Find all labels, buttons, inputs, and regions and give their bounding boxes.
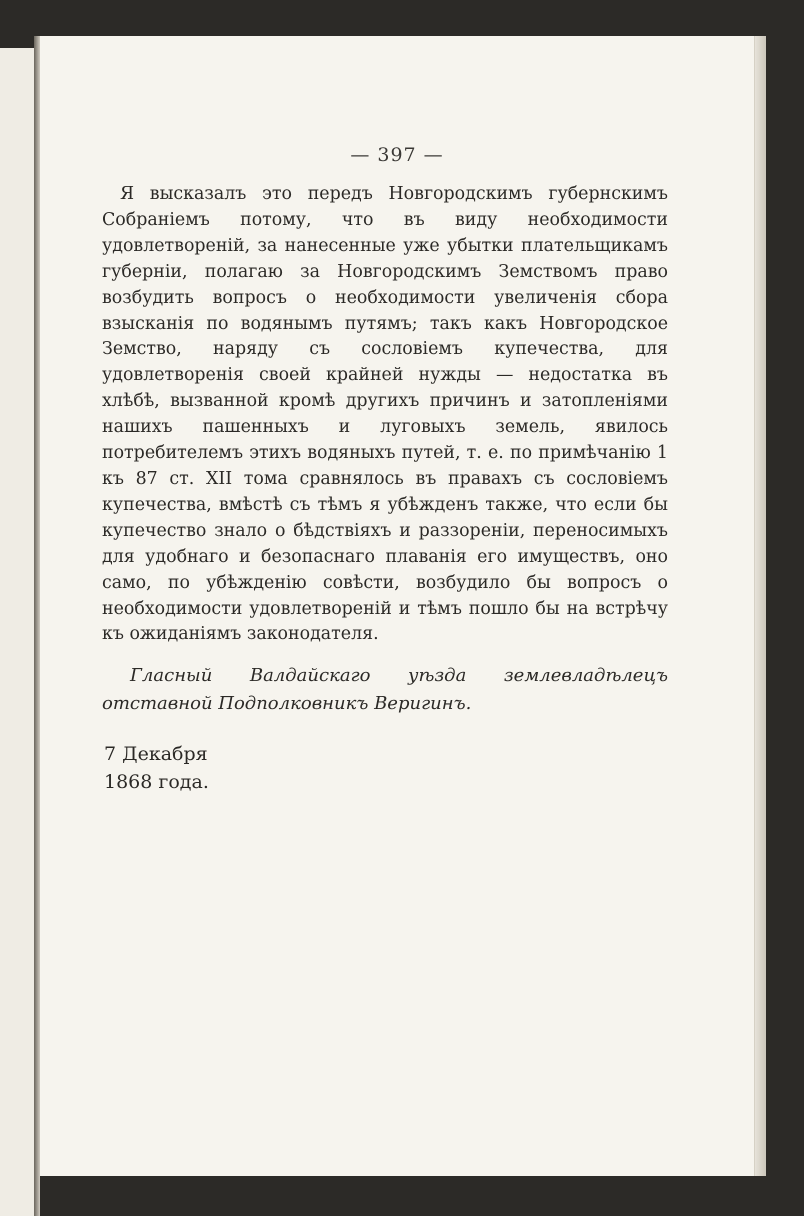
signature-block (102, 662, 668, 718)
main-paragraph: Я высказалъ это передъ Новгородскимъ губернскимъ Собраніемъ потому, что въ виду необходимости удовлетворенiй, за нанесенные уже убытки плательщикамъ губернiи, полагаю за Новгородскимъ Земствомъ право возбудить вопросъ о необходимости увеличенія сбора взысканiя по водянымъ путямъ; такъ какъ Новгородское Земство, наряду съ сословіемъ купечества, для удовлетворенiя своей крайней нужды — недостатка въ хлѣбѣ, вызванной кромѣ другихъ причинъ и затопленіями нашихъ пашенныхъ и луговыхъ земель, явилось потребителемъ этихъ водяныхъ путей, т. е. по примѣчанію 1 къ 87 ст. XII тома сравнялось въ правахъ съ сословіемъ купечества, вмѣстѣ съ тѣмъ я убѣжденъ также, что если бы купечество знало о бѣдствіяхъ и раззореніи, переносимыхъ для удобнаго и безопаснаго плаванія его имуществъ, оно само, по убѣжденію совѣсти, возбудило бы вопросъ о необходимости удовлетвореній и тѣмъ пошло бы на встрѣчу къ ожиданіямъ законодателя. (102, 184, 668, 645)
main-paragraph-block (102, 182, 668, 648)
page-number: — 397 — (350, 144, 444, 166)
left-page-edge (0, 48, 35, 1216)
date-block (104, 740, 209, 796)
page-stack-edge (754, 36, 766, 1176)
date-day-month: 7 Декабря (104, 743, 208, 765)
book-page (40, 36, 755, 1176)
date-year: 1868 года. (104, 771, 209, 793)
signature-text: Гласный Валдайскаго уѣзда землевладѣлецъ отставной Подполковникъ Веригинъ. (102, 665, 668, 714)
